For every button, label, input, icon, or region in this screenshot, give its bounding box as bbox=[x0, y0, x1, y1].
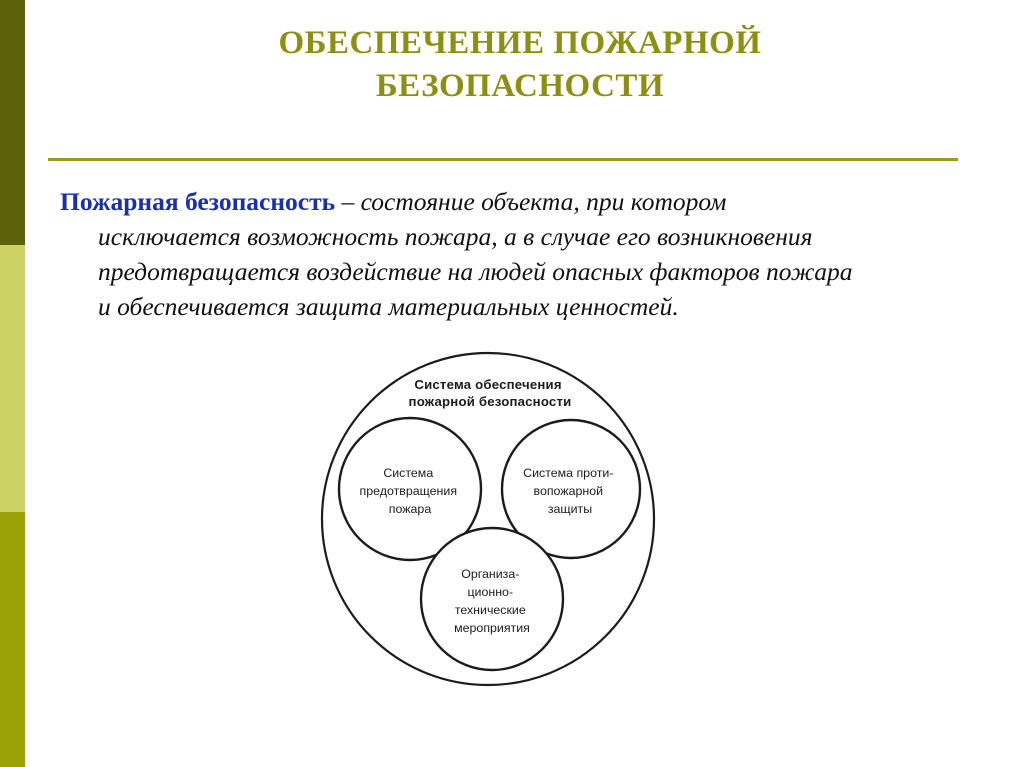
sidebar-segment-top bbox=[0, 0, 25, 245]
page-title-line-1: ОБЕСПЕЧЕНИЕ ПОЖАРНОЙ bbox=[278, 25, 762, 61]
page-title bbox=[140, 22, 900, 108]
circle-prevention-label-line-2: предотвращения bbox=[359, 484, 458, 498]
circle-organizational-measures-label-line-1: Организа- bbox=[461, 567, 520, 581]
outer-circle-label-line-2: пожарной безопасности bbox=[408, 394, 572, 409]
fire-safety-system-diagram bbox=[300, 335, 690, 705]
definition-line-3: предотвращается воздействие на людей опасных факторов пожара bbox=[98, 257, 853, 286]
circle-organizational-measures bbox=[421, 528, 563, 670]
circle-organizational-measures-label-line-4: мероприятия bbox=[454, 621, 530, 635]
sidebar-segment-middle bbox=[0, 245, 25, 512]
circle-prevention-label-line-1: Система bbox=[383, 466, 434, 480]
definition-term: Пожарная безопасность bbox=[60, 187, 336, 216]
sidebar-decoration bbox=[0, 0, 25, 767]
page-title-line-2: БЕЗОПАСНОСТИ bbox=[375, 68, 665, 104]
circle-organizational-measures-label-line-2: ционно- bbox=[467, 585, 514, 599]
circle-fire-protection-label-line-1: Система проти- bbox=[523, 466, 614, 480]
circle-fire-protection-label-line-3: защиты bbox=[547, 502, 593, 516]
definition-paragraph bbox=[60, 184, 960, 324]
circle-prevention-label-line-3: пожара bbox=[388, 502, 432, 516]
outer-circle-label-line-1: Система обеспечения bbox=[414, 377, 562, 392]
circle-fire-protection-label-line-2: вопожарной bbox=[533, 484, 604, 498]
definition-line-4: и обеспечивается защита материальных ценностей. bbox=[98, 292, 679, 321]
title-divider bbox=[48, 158, 958, 161]
sidebar-segment-bottom bbox=[0, 512, 25, 767]
definition-line-2: исключается возможность пожара, а в случае его возникновения bbox=[98, 222, 813, 251]
definition-line-1: – состояние объекта, при котором bbox=[335, 187, 727, 216]
circle-organizational-measures-label-line-3: технические bbox=[454, 603, 526, 617]
